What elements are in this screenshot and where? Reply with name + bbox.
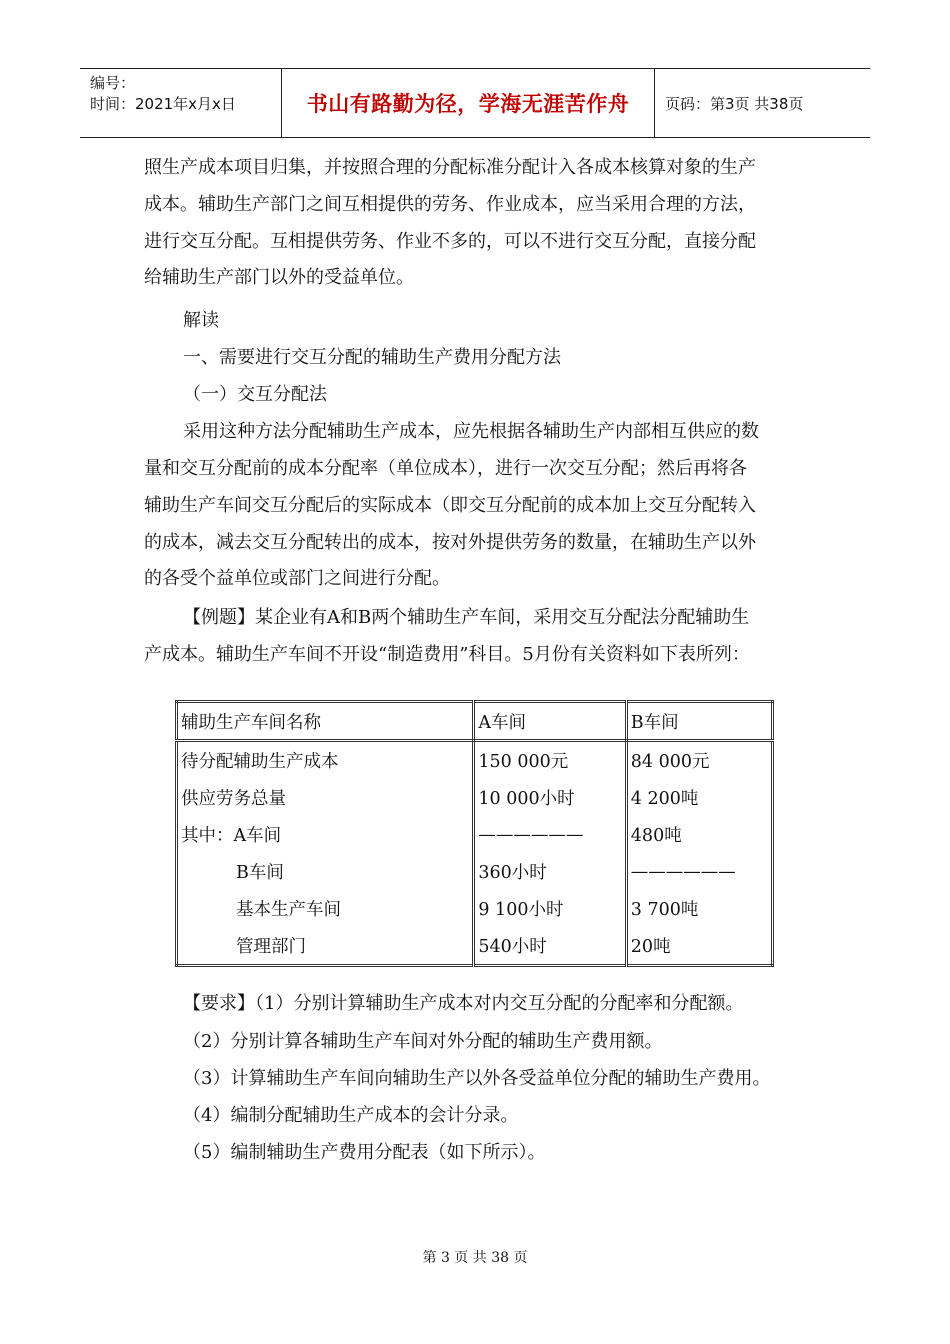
header-motto: 书山有路勤为径，学海无涯苦作舟 xyxy=(282,69,655,137)
requirement-item: （3）计算辅助生产车间向辅助生产以外各受益单位分配的辅助生产费用。 xyxy=(183,1068,771,1089)
requirement-item: （5）编制辅助生产费用分配表（如下所示）。 xyxy=(183,1142,546,1163)
text-line: 的各受个益单位或部门之间进行分配。 xyxy=(144,568,450,590)
table-cell: 9 100小时 xyxy=(474,890,626,927)
table-header-cell: A车间 xyxy=(474,702,626,741)
table-cell: 150 000元 xyxy=(474,741,626,780)
intro-paragraph xyxy=(144,150,824,297)
requirement-item: （2）分别计算各辅助生产车间对外分配的辅助生产费用额。 xyxy=(183,1031,663,1052)
table-row xyxy=(177,927,773,966)
requirement-item: 【要求】（1）分别计算辅助生产成本对内交互分配的分配率和分配额。 xyxy=(183,993,744,1014)
section-heading: 一、需要进行交互分配的辅助生产费用分配方法 xyxy=(183,347,561,368)
method-paragraph-first-line: 采用这种方法分配辅助生产成本，应先根据各辅助生产内部相互供应的数 xyxy=(183,421,759,442)
table-cell: 10 000小时 xyxy=(474,779,626,816)
table-cell: 4 200吨 xyxy=(630,789,699,809)
text-line: 的成本，减去交互分配转出的成本，按对外提供劳务的数量，在辅助生产以外 xyxy=(144,531,756,553)
document-number-label: 编号： xyxy=(90,74,136,92)
table-cell: —————— xyxy=(630,861,736,882)
table-cell: 20吨 xyxy=(630,937,671,957)
table-cell: 84 000元 xyxy=(630,752,710,772)
text-line: 辅助生产车间交互分配后的实际成本（即交互分配前的成本加上交互分配转入 xyxy=(144,494,756,516)
header-page-info: 页码：第3页 共38页 xyxy=(665,94,804,113)
workshop-data-table xyxy=(175,700,774,967)
header-meta xyxy=(80,69,282,137)
table-cell: 其中：A车间 xyxy=(177,816,474,853)
table-header-row xyxy=(177,702,773,741)
text-line: 量和交互分配前的成本分配率（单位成本），进行一次交互分配；然后再将各 xyxy=(144,458,747,479)
table-cell: —————— xyxy=(474,816,626,853)
requirement-item: （4）编制分配辅助生产成本的会计分录。 xyxy=(183,1105,519,1126)
document-date: 时间：2021年x月x日 xyxy=(90,95,236,113)
table-row xyxy=(177,741,773,780)
example-second-line: 产成本。辅助生产车间不开设“制造费用”科目。5月份有关资料如下表所列： xyxy=(144,644,750,665)
table-cell: 基本生产车间 xyxy=(177,890,474,927)
table-cell: B车间 xyxy=(177,853,474,890)
table-cell: 待分配辅助生产成本 xyxy=(177,741,474,780)
table-cell: 540小时 xyxy=(474,927,626,966)
table-row xyxy=(177,853,773,890)
table-header-cell: 辅助生产车间名称 xyxy=(177,702,474,741)
page-header xyxy=(80,68,870,138)
table-row xyxy=(177,816,773,853)
subsection-heading: （一）交互分配法 xyxy=(183,384,327,405)
table-cell: 供应劳务总量 xyxy=(177,779,474,816)
table-cell: 管理部门 xyxy=(177,927,474,966)
text-line: 给辅助生产部门以外的受益单位。 xyxy=(144,267,414,289)
text-line: 照生产成本项目归集，并按照合理的分配标准分配计入各成本核算对象的生产 xyxy=(144,157,756,178)
text-line: 成本。辅助生产部门之间互相提供的劳务、作业成本，应当采用合理的方法， xyxy=(144,193,756,215)
interpretation-heading: 解读 xyxy=(183,310,219,331)
table-row xyxy=(177,779,773,816)
page-footer: 第 3 页 共 38 页 xyxy=(422,1250,528,1266)
example-first-line: 【例题】某企业有A和B两个辅助生产车间，采用交互分配法分配辅助生 xyxy=(183,607,750,628)
method-paragraph xyxy=(144,451,824,598)
text-line: 进行交互分配。互相提供劳务、作业不多的，可以不进行交互分配，直接分配 xyxy=(144,230,756,252)
table-cell: 3 700吨 xyxy=(630,900,699,920)
table-cell: 360小时 xyxy=(474,853,626,890)
table-header-cell: B车间 xyxy=(626,702,772,741)
table-cell: 480吨 xyxy=(630,826,682,846)
table-row xyxy=(177,890,773,927)
